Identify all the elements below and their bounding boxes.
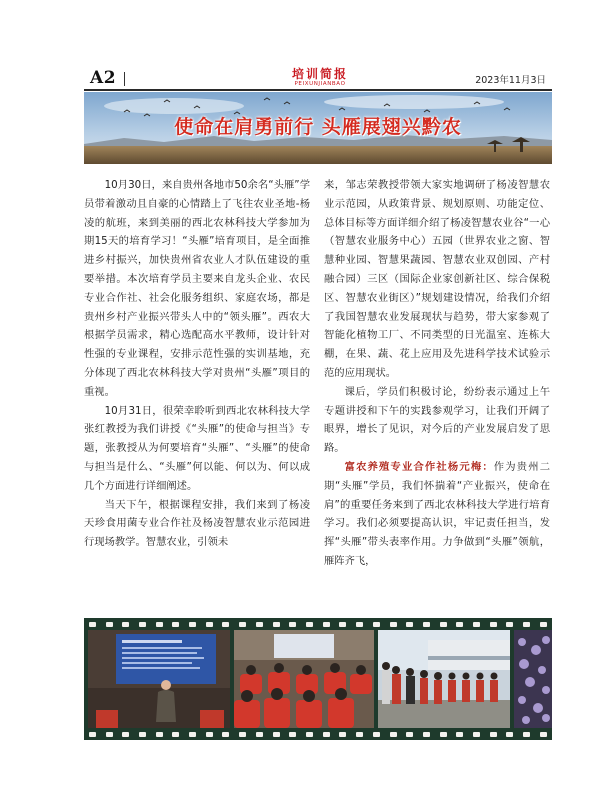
photo-film-strip [84, 618, 552, 740]
masthead-logo [282, 68, 358, 88]
page-header [84, 68, 552, 90]
paragraph-afternoon: 当天下午，根据课程安排，我们来到了杨凌天珍食用菌专业合作社及杨凌智慧农业示范园进行现场教学。智慧农业，引领未 [84, 498, 310, 549]
lecture-photo [88, 630, 230, 728]
banner-headline: 使命在肩勇前行 头雁展翅兴黔农 [174, 116, 462, 138]
page-number: A2 [90, 68, 117, 88]
header-rule [84, 89, 552, 91]
logo-pinyin: PEIXUNJIANBAO [294, 81, 346, 87]
paragraph-testimonial [324, 458, 550, 571]
testimonial-speaker: 富农养殖专业合作社杨元梅： [344, 460, 494, 473]
right-column [324, 176, 550, 571]
paragraph-lecture: 10月31日，很荣幸聆听到西北农林科技大学张红教授为我们讲授《“头雁”的使命与担当》专题，张教授从为何要培育“头雁”、“头雁”的使命与担当是什么、“头雁”何以能、何以为、何以成几个方面进行详细阐述。 [84, 404, 310, 492]
paragraph-discussion: 课后，学员们积极讨论，纷纷表示通过上午专题讲授和下午的实践参观学习，让我们开阔了眼界，增长了见识，对今后的产业发展启发了思路。 [324, 385, 550, 455]
issue-date: 2023年11月3日 [475, 75, 546, 86]
paragraph-arrival: 10月30日，来自贵州各地市50余名“头雁”学员带着激动且自豪的心情踏上了飞往农业圣地-杨凌的航班，来到美丽的西北农林科技大学参加为期15天的培育学习！“头雁”培育项目，是全面推进乡村振兴，加快贵州省农业人才队伍建设的重要举措。本次培育学员主要来自龙头企业、农民专业合作社、社会化服务组织、家庭农场，都是贵州乡村产业振兴带头人中的“领头雁”。西农大根据学员需求，精心选配高水平教师，设计针对性强的专业课程，安排示范性强的实训基地，充分体现了西北农林科技大学对贵州“头雁”项目的重视。 [84, 179, 310, 398]
header-divider [124, 72, 125, 86]
testimonial-body: 作为贵州二期“头雁”学员，我们怀揣着“产业振兴，使命在肩”的重要任务来到了西北农林科技大学进行培育学习。我们必须要提高认识，牢记责任担当，发挥“头雁”带头表率作用。力争做到“头雁”领航，雁阵齐飞， [324, 460, 551, 567]
classroom-photo [234, 630, 374, 728]
left-column [84, 176, 310, 552]
mushroom-photo [514, 630, 552, 728]
title-banner [84, 92, 552, 164]
paragraph-smart-agriculture: 来，邹志荣教授带领大家实地调研了杨凌智慧农业示范园，从政策背景、规划原则、功能定位、总体目标等方面详细介绍了杨凌智慧农业谷“一心（智慧农业服务中心）五园（世界农业之窗、智慧种业园、智慧果蔬园、智慧农业双创园、产村融合园）三区（国际企业家创新社区、综合保税区、智慧农业街区）”规划建设情况，给我们介绍了我国智慧农业发展现状与趋势，带大家参观了智能化植物工厂、不同类型的日光温室、连栋大棚，在果、蔬、花上应用及先进科学技术试验示范的应用现状。 [324, 179, 550, 379]
logo-chinese: 培训简报 [291, 67, 348, 81]
film-perforations-top [84, 619, 552, 629]
film-perforations-bottom [84, 729, 552, 739]
field-visit-photo [378, 630, 510, 728]
